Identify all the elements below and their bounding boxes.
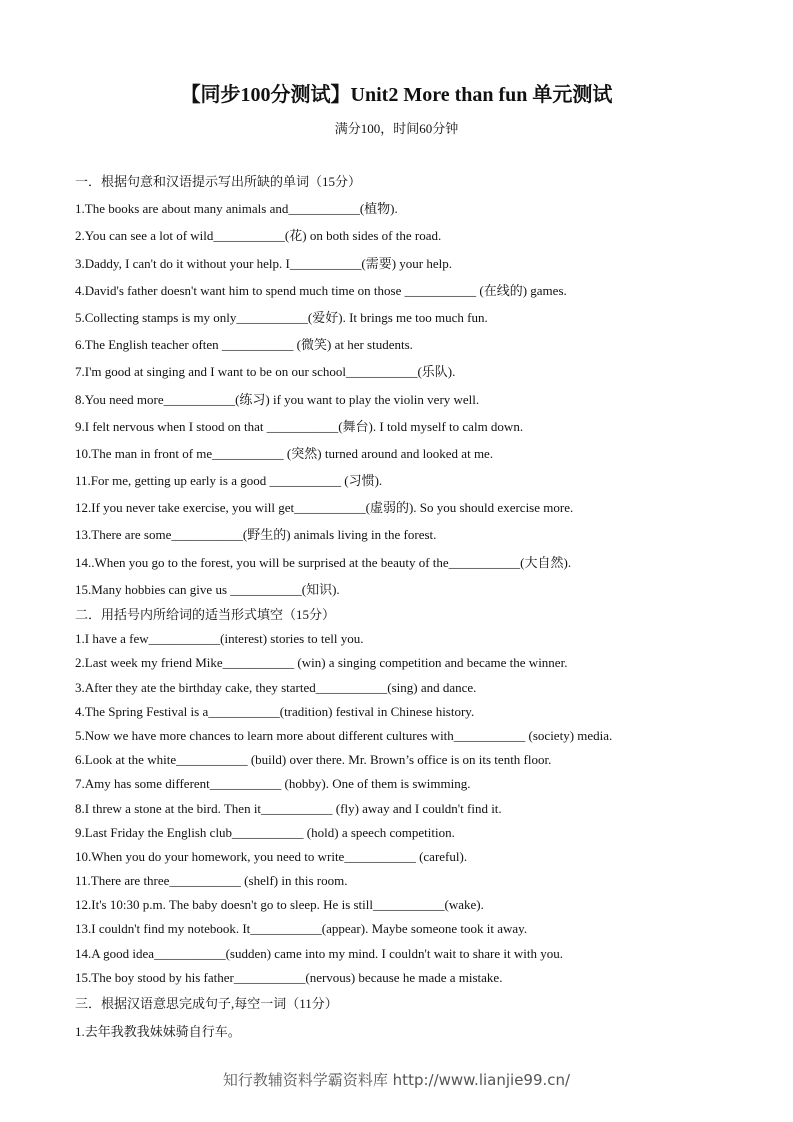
question-item: 3.Daddy, I can't do it without your help. I___________(需要) your help. (75, 255, 452, 271)
page-title: 【同步100分测试】Unit2 More than fun 单元测试 (180, 84, 613, 106)
section-1-heading: 一．根据句意和汉语提示写出所缺的单词（15分） (75, 174, 362, 189)
question-item: 2.Last week my friend Mike___________ (win) a singing competition and became the winner. (75, 655, 568, 671)
question-item: 7.Amy has some different___________ (hobby). One of them is swimming. (75, 776, 471, 792)
question-item: 8.You need more___________(练习) if you want to play the violin very well. (75, 391, 480, 407)
question-item: 12.If you never take exercise, you will get___________(虚弱的). So you should exercise more. (75, 500, 574, 516)
question-item: 4.The Spring Festival is a___________(tradition) festival in Chinese history. (75, 703, 475, 719)
question-item: 1.去年我教我妹妹骑自行车。 (75, 1024, 241, 1039)
section-2-heading: 二．用括号内所给词的适当形式填空（15分） (75, 607, 336, 622)
question-item: 9.I felt nervous when I stood on that ___________(舞台). I told myself to calm down. (75, 418, 524, 434)
section-2 (75, 603, 765, 990)
question-item: 9.Last Friday the English club___________ (hold) a speech competition. (75, 824, 455, 840)
worksheet-content (75, 168, 765, 1046)
question-item: 6.Look at the white___________ (build) over there. Mr. Brown’s office is on its tenth floor. (75, 752, 552, 768)
question-item: 13.I couldn't find my notebook. It___________(appear). Maybe someone took it away. (75, 921, 528, 937)
question-item: 10.When you do your homework, you need to write___________ (careful). (75, 848, 468, 864)
footer-watermark: 知行教辅资料学霸资料库 http://www.lianjie99.cn/ (222, 1071, 571, 1089)
question-item: 14.A good idea___________(sudden) came into my mind. I couldn't wait to share it with you. (75, 945, 563, 961)
question-item: 1.The books are about many animals and___________(植物). (75, 201, 398, 217)
question-item: 5.Now we have more chances to learn more about different cultures with___________ (society) media. (75, 727, 613, 743)
question-item: 8.I threw a stone at the bird. Then it___________ (fly) away and I couldn't find it. (75, 800, 502, 816)
question-item: 2.You can see a lot of wild___________(花) on both sides of the road. (75, 228, 442, 244)
question-item: 5.Collecting stamps is my only___________(爱好). It brings me too much fun. (75, 309, 488, 325)
question-item: 10.The man in front of me___________ (突然) turned around and looked at me. (75, 445, 494, 461)
section-3-heading: 三．根据汉语意思完成句子,每空一词（11分） (75, 996, 338, 1011)
question-item: 4.David's father doesn't want him to spend much time on those ___________ (在线的) games. (75, 282, 567, 298)
question-item: 15.Many hobbies can give us ___________(知识). (75, 581, 340, 597)
question-item: 15.The boy stood by his father___________(nervous) because he made a mistake. (75, 969, 503, 985)
question-item: 11.For me, getting up early is a good ___________ (习惯). (75, 473, 383, 489)
question-item: 6.The English teacher often ___________ (微笑) at her students. (75, 337, 413, 353)
question-item: 13.There are some___________(野生的) animals living in the forest. (75, 527, 437, 543)
question-item: 14..When you go to the forest, you will be surprised at the beauty of the___________(大自然). (75, 554, 572, 570)
question-item: 7.I'm good at singing and I want to be on our school___________(乐队). (75, 364, 456, 380)
question-item: 3.After they ate the birthday cake, they started___________(sing) and dance. (75, 679, 477, 695)
question-item: 1.I have a few___________(interest) stories to tell you. (75, 631, 364, 647)
question-item: 12.It's 10:30 p.m. The baby doesn't go to sleep. He is still___________(wake). (75, 897, 484, 913)
section-3 (75, 990, 765, 1046)
page-subtitle: 满分100，时间60分钟 (334, 121, 459, 136)
question-item: 11.There are three___________ (shelf) in this room. (75, 873, 348, 889)
section-1 (75, 168, 765, 603)
